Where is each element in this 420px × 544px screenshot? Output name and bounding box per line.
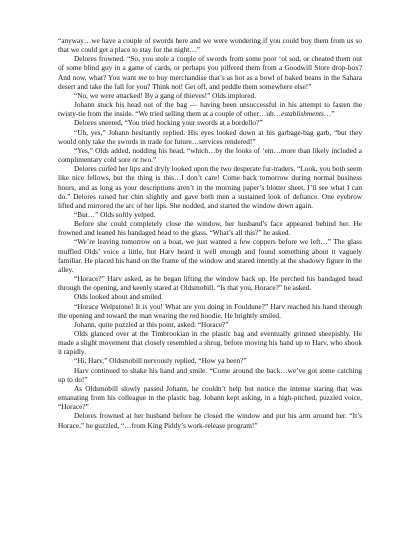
italic-emphasis: establishments <box>280 109 324 119</box>
paragraph: “Horace Welpstone! It is you! What are you doing in Fouldune?” Harv reached his hand through the opening and toward the man wearing the red hoodie. He brightly smiled. <box>58 301 362 320</box>
paragraph: “No, we were attacked! By a gang of thieves!” Olds implored. <box>74 90 256 100</box>
paragraph: Delores curled her lips and dryly looked upon the two desperate fur-traders. “Look, you both seem like nice fellows, but the thing is this…I don’t care! Come back tomorrow during normal business hours, and as long as your descriptions aren’t in the morning paper’s blotter sheet, I’ll see what I can do.” Delores raised her chin slightly and gave both men a sustained look of defiance. One eyebrow lifted and mirrored the arc of her lips. She nodded, and started the window down again. <box>58 164 362 210</box>
paragraph: Olds looked about and smiled. <box>74 292 163 302</box>
paragraph: Delores sneered, “You tried hocking your swords at a bordello?” <box>74 118 263 128</box>
paragraph: Before she could completely close the window, her husband’s face appeared behind her. He frowned and leaned his bandaged head to the glass. “What’s all this?” he asked. <box>58 219 362 238</box>
paragraph: “Uh, yes,” Johann hesitantly replied. His eyes looked down at his garbage-bag garb, “but they would only take the swords in trade for future…services rendered!” <box>58 127 362 146</box>
paragraph: “Hi, Harv,” Oldsmobill nervously replied, “How ya been?” <box>74 356 247 366</box>
italic-emphasis: me <box>138 72 147 82</box>
paragraph: Delores frowned at her husband before he closed the window and put his arm around her. “It’s Horace,” he guzzled, “…from King Piddy’s work-release program!” <box>58 411 362 430</box>
paragraph: Delores frowned. “So, you stole a couple of swords from some poor ‘ol sod, or cheated them out of some blind guy in a game of cards, or perhaps you pilfered them from a Goodwill Store drop-box? And now, what? You want me to buy merchandise that’s as hot as a bowl of baked beans in the Sahara desert and take the fall for you? Think not! Get off, and peddle them somewhere else!” <box>58 54 362 91</box>
paragraph: “We’re leaving tomorrow on a boat, we just wanted a few coppers before we left…” The glass muffled Olds’ voice a little, but Harv heard it well enough and found something about it vaguely familiar. He placed his hand on the frame of the window and stared intently at the shadowy figure in the alley. <box>58 237 362 274</box>
paragraph: Harv continued to shake his hand and smile. “Come around the back…we’ve got some catching up to do!” <box>58 365 362 384</box>
paragraph: “anyway…we have a couple of swords here and we were wondering if you could buy them from us so that we could get a place to stay for the night…” <box>58 36 362 55</box>
paragraph: Olds glanced over at the Timbrookian in the plastic bag and eventually grinned sheepishly. He made a slight movement that closely resembled a shrug, before moving his hand up to Harv, who shook it rapidly. <box>58 329 362 357</box>
paragraph: “Horace?” Harv asked, as he began lifting the window back up. He perched his bandaged head through the opening, and keenly stared at Oldsmobill. “Is that you, Horace?” he asked. <box>58 274 362 293</box>
paragraph: “But…” Olds softly yelped. <box>74 209 156 219</box>
paragraph: “Yes,” Olds added, nodding his head, “which…by the looks of ‘em…more than likely included a complimentary cold sore or two.” <box>58 145 362 165</box>
paragraph: Johann, quite puzzled at this point, asked: “Horace?” <box>74 319 229 329</box>
paragraph: As Oldsmobill slowly passed Johann, he couldn’t help but notice the intense staring that was emanating from his colleague in the plastic bag. Johann kept asking, in a high-pitched, puzzled voice, “Horace?” <box>58 383 362 412</box>
paragraph: Johann stuck his head out of the bag — having been unsuccessful in his attempt to fasten the twisty-tie from the inside. “We tried selling them at a couple of other…uh…establishments…” <box>58 100 362 119</box>
